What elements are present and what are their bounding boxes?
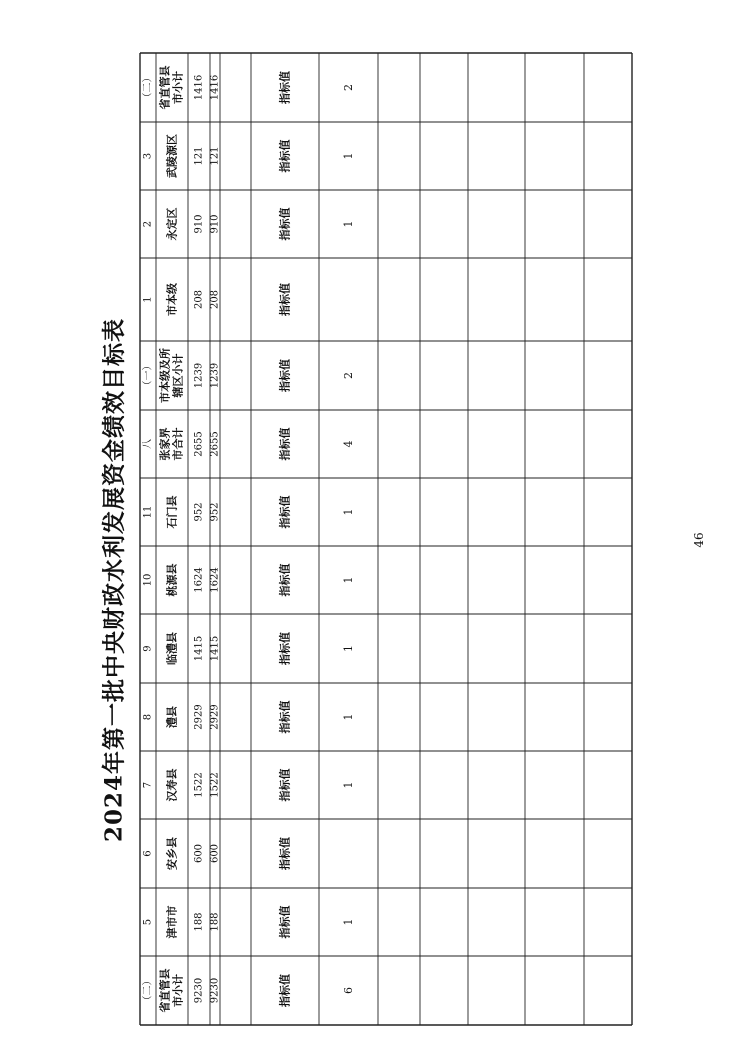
page-number: 46 — [692, 532, 706, 548]
column-seq: 6 — [142, 850, 154, 857]
column-value-1: 1415 — [193, 635, 205, 662]
column-name: 永定区 — [165, 207, 179, 241]
column-value-2: 121 — [209, 146, 221, 166]
indicator-label: 指标值 — [278, 207, 292, 241]
column-value-2: 1624 — [209, 567, 221, 593]
indicator-label: 指标值 — [278, 427, 292, 461]
indicator-label: 指标值 — [278, 139, 292, 173]
column-name-line2: 市小计 — [171, 974, 185, 1007]
column-seq: （一） — [142, 360, 154, 391]
page-number-container — [688, 520, 710, 560]
column-value-1: 2655 — [193, 431, 205, 457]
indicator-number: 1 — [342, 781, 355, 789]
column-seq: 2 — [142, 220, 154, 228]
column-seq: 8 — [142, 713, 154, 721]
indicator-label: 指标值 — [278, 563, 292, 597]
column-seq: 9 — [142, 645, 154, 652]
column-name: 桃源县 — [165, 563, 179, 597]
column-name: 澧县 — [165, 706, 179, 728]
column-seq: 八 — [142, 439, 154, 449]
column-value-1: 2929 — [193, 704, 205, 730]
column-value-2: 600 — [209, 843, 221, 864]
column-name: 石门县 — [165, 495, 179, 529]
indicator-number: 1 — [342, 152, 355, 160]
column-name-line2: 市小计 — [171, 71, 185, 104]
indicator-number: 1 — [342, 645, 355, 652]
column-name-line1: 省直管县 — [158, 968, 172, 1013]
indicator-number: 1 — [342, 508, 355, 516]
column-value-1: 1522 — [193, 772, 205, 798]
column-name-line1: 张家界 — [158, 427, 172, 461]
column-value-1: 952 — [193, 502, 205, 522]
indicator-label: 指标值 — [278, 283, 292, 316]
column-value-2: 2929 — [209, 704, 221, 730]
column-name: 安乡县 — [165, 837, 179, 870]
column-value-2: 952 — [209, 502, 221, 522]
column-seq: 11 — [142, 505, 154, 519]
indicator-label: 指标值 — [278, 837, 292, 870]
column-value-2: 910 — [209, 214, 221, 234]
column-value-1: 208 — [193, 289, 205, 310]
indicator-label: 指标值 — [278, 71, 292, 104]
column-name: 汉寿县 — [165, 768, 179, 802]
column-value-1: 1416 — [193, 74, 205, 101]
column-seq: 3 — [142, 152, 154, 160]
document-title: 2024年第一批中央财政水利发展资金绩效目标表 — [100, 317, 128, 843]
column-name-line2: 市合计 — [171, 427, 185, 461]
column-value-2: 1522 — [209, 772, 221, 798]
indicator-label: 指标值 — [278, 700, 292, 734]
column-value-2: 1239 — [209, 362, 221, 389]
column-seq: （二） — [142, 975, 154, 1006]
indicator-number: 4 — [342, 440, 355, 448]
column-name-line1: 市本级及所 — [158, 348, 172, 403]
indicator-label: 指标值 — [278, 359, 292, 392]
column-value-1: 600 — [193, 843, 205, 864]
column-seq: 1 — [142, 296, 154, 303]
column-value-2: 1415 — [209, 635, 221, 662]
indicator-number: 6 — [342, 987, 355, 994]
indicator-label: 指标值 — [278, 905, 292, 939]
indicator-number: 2 — [342, 372, 355, 379]
column-name-line2: 辖区小计 — [171, 353, 185, 398]
column-value-2: 188 — [209, 912, 221, 932]
column-value-1: 1239 — [193, 362, 205, 389]
column-value-2: 208 — [209, 289, 221, 310]
column-value-1: 188 — [193, 912, 205, 932]
indicator-label: 指标值 — [278, 632, 292, 665]
column-value-2: 1416 — [209, 74, 221, 101]
column-seq: （二） — [142, 72, 154, 103]
column-name: 武陵源区 — [165, 134, 179, 178]
column-value-2: 9230 — [209, 977, 221, 1004]
column-value-1: 121 — [193, 146, 205, 166]
column-value-1: 9230 — [193, 977, 205, 1004]
column-value-2: 2655 — [209, 431, 221, 457]
column-name: 津市市 — [165, 905, 179, 939]
indicator-number: 1 — [342, 713, 355, 721]
indicator-number: 2 — [342, 84, 355, 91]
column-name: 市本级 — [165, 283, 179, 316]
column-name: 临澧县 — [165, 632, 179, 665]
column-seq: 10 — [142, 573, 154, 587]
indicator-number: 1 — [342, 220, 355, 228]
column-value-1: 910 — [193, 214, 205, 234]
indicator-label: 指标值 — [278, 495, 292, 529]
indicator-number: 1 — [342, 918, 355, 926]
column-value-1: 1624 — [193, 567, 205, 593]
column-seq: 5 — [142, 918, 154, 926]
column-name-line1: 省直管县 — [158, 65, 172, 110]
indicator-number: 1 — [342, 576, 355, 584]
indicator-label: 指标值 — [278, 974, 292, 1007]
column-seq: 7 — [142, 781, 154, 789]
indicator-label: 指标值 — [278, 768, 292, 802]
